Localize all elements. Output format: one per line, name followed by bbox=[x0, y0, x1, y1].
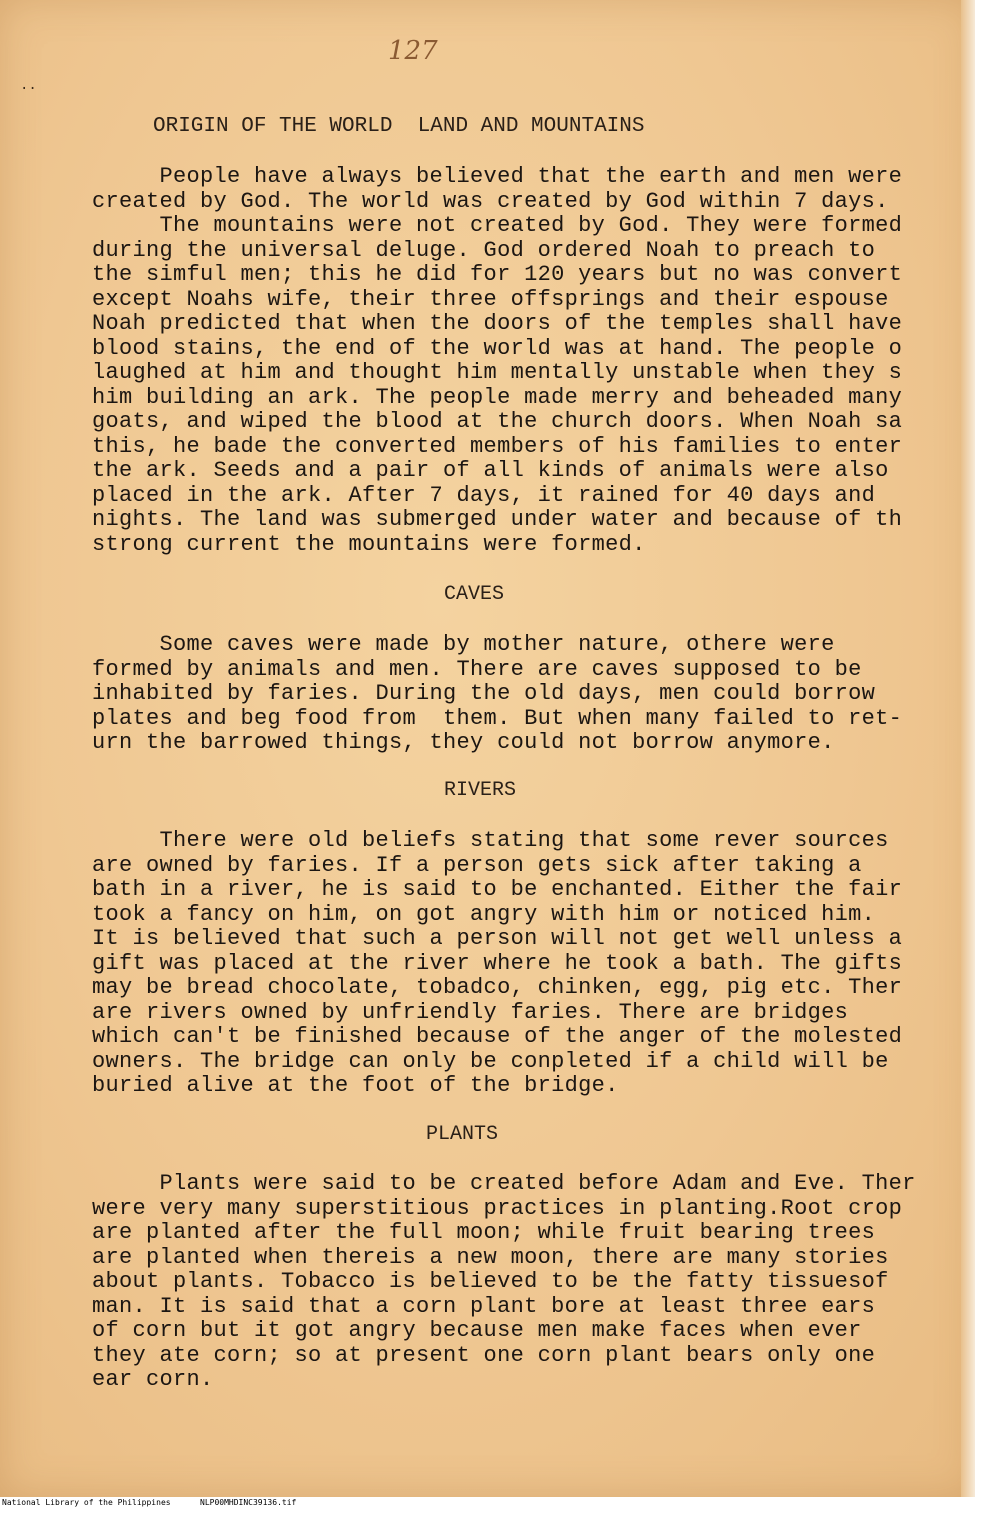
document-title: ORIGIN OF THE WORLD LAND AND MOUNTAINS bbox=[153, 115, 645, 138]
footer-library: National Library of the Philippines bbox=[2, 1498, 171, 1507]
rivers-paragraph: There were old beliefs stating that some rever sources are owned by faries. If a person gets sick after taking a bath in a river, he is said to be enchanted. Either the fair took a fancy on him, on got angry with him or noticed him. It is believed that such a person will not get well unless a gift was placed at the river where he took a bath. The gifts may be bread chocolate, tobadco, chinken, egg, pig etc. Ther are rivers owned by unfriendly faries. There are bridges which can't be finished because of the anger of the molested owners. The bridge can only be conpleted if a child will be buried alive at the foot of the bridge. bbox=[92, 829, 903, 1098]
plants-heading: PLANTS bbox=[426, 1123, 499, 1146]
rivers-heading: RIVERS bbox=[444, 779, 517, 802]
corner-mark: .. bbox=[20, 78, 37, 94]
scan-footer bbox=[0, 1497, 989, 1508]
plants-paragraph: Plants were said to be created before Adam and Eve. Ther were very many superstitious practices in planting.Root crop are planted after the full moon; while fruit bearing trees are planted when thereis a new moon, there are many stories about plants. Tobacco is believed to be the fatty tissuesof man. It is said that a corn plant bore at least three ears of corn but it got angry because men make faces when ever they ate corn; so at present one corn plant bears only one ear corn. bbox=[92, 1172, 916, 1392]
origin-paragraph: People have always believed that the earth and men were created by God. The world was created by God within 7 days. The mountains were not created by God. They were formed during the universal deluge. God ordered Noah to preach to the simful men; this he did for 120 years but no was convert except Noahs wife, their three offsprings and their espouse Noah predicted that when the doors of the temples shall have blood stains, the end of the world was at hand. The people o laughed at him and thought him mentally unstable when they s him building an ark. The people made merry and beheaded many goats, and wiped the blood at the church doors. When Noah sa this, he bade the converted members of his families to enter the ark. Seeds and a pair of all kinds of animals were also placed in the ark. After 7 days, it rained for 40 days and nights. The land was submerged under water and because of th strong current the mountains were formed. bbox=[92, 165, 903, 557]
caves-paragraph: Some caves were made by mother nature, othere were formed by animals and men. There are caves supposed to be inhabited by faries. During the old days, men could borrow plates and beg food from them. But when many failed to ret- urn the barrowed things, they could not borrow anymore. bbox=[92, 633, 903, 755]
page-number: 127 bbox=[388, 36, 438, 66]
footer-file-id: NLP00MHDINC39136.tif bbox=[200, 1498, 297, 1507]
caves-heading: CAVES bbox=[444, 583, 505, 606]
